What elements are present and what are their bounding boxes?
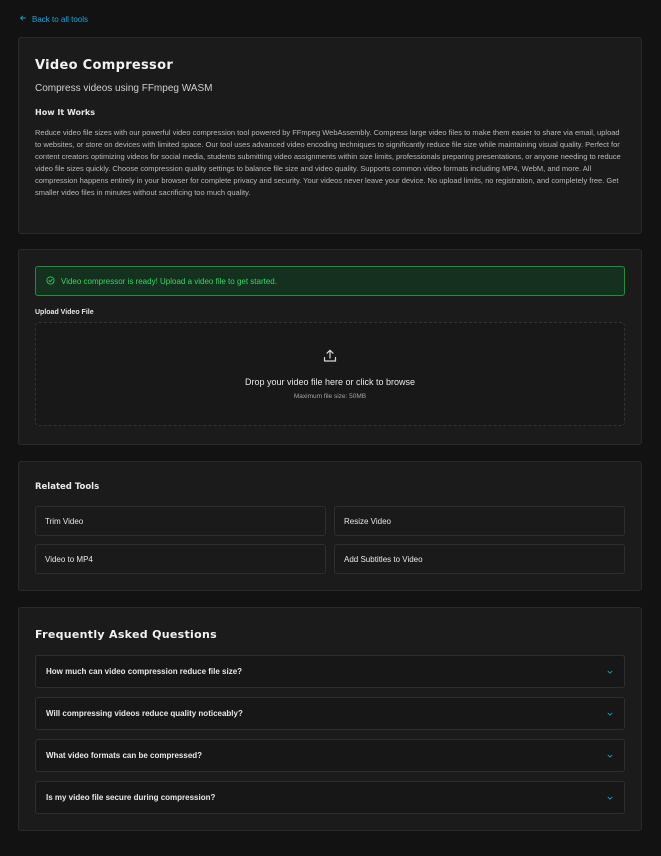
faq-item[interactable] bbox=[35, 739, 625, 772]
related-tool-trim-video[interactable]: Trim Video bbox=[35, 506, 326, 536]
upload-label: Upload Video File bbox=[35, 309, 94, 316]
faq-card bbox=[18, 607, 642, 831]
page-subtitle: Compress videos using FFmpeg WASM bbox=[35, 83, 213, 94]
chevron-down-icon bbox=[606, 789, 614, 807]
back-link-label: Back to all tools bbox=[32, 14, 89, 24]
faq-question: Will compressing videos reduce quality noticeably? bbox=[46, 709, 243, 718]
faq-heading: Frequently Asked Questions bbox=[35, 628, 217, 641]
chevron-down-icon bbox=[606, 747, 614, 765]
status-alert bbox=[35, 266, 625, 296]
status-text: Video compressor is ready! Upload a video file to get started. bbox=[61, 276, 277, 286]
tool-description: Reduce video file sizes with our powerful video compression tool powered by FFmpeg WebAssembly. Compress large video files to make them easier to share via email, upload to websites, or store on devices with limited space. Our tool uses advanced video encoding techniques to significantly reduce file size while maintaining visual quality. Perfect for content creators optimizing videos for social media, students submitting video assignments within size limits, professionals preparing presentations, or anyone needing to reduce video file sizes quickly. Choose compression quality settings to balance file size and video quality. Supports common video formats including MP4, WebM, and more. All compression happens entirely in your browser for complete privacy and security. Your videos never leave your device. No upload limits, no registration, and completely free. Get smaller video files in minutes without sacrificing too much quality. bbox=[35, 128, 621, 197]
faq-item[interactable] bbox=[35, 655, 625, 688]
check-circle-icon bbox=[46, 276, 55, 287]
faq-question: How much can video compression reduce file size? bbox=[46, 667, 243, 676]
faq-question: Is my video file secure during compression? bbox=[46, 793, 216, 802]
faq-list bbox=[35, 655, 625, 814]
chevron-down-icon bbox=[606, 663, 614, 681]
related-tools-card bbox=[18, 461, 642, 591]
intro-card bbox=[18, 37, 642, 234]
upload-icon bbox=[322, 348, 338, 377]
faq-item[interactable] bbox=[35, 697, 625, 730]
page-title: Video Compressor bbox=[35, 58, 174, 73]
dropzone-text: Drop your video file here or click to browse bbox=[244, 377, 416, 387]
chevron-down-icon bbox=[606, 705, 614, 723]
related-tools-grid bbox=[35, 506, 625, 574]
max-file-size: Maximum file size: 50MB bbox=[293, 393, 367, 400]
related-tool-add-subtitles[interactable]: Add Subtitles to Video bbox=[334, 544, 625, 574]
related-tool-resize-video[interactable]: Resize Video bbox=[334, 506, 625, 536]
faq-question: What video formats can be compressed? bbox=[46, 751, 203, 760]
arrow-left-icon bbox=[19, 14, 27, 24]
video-dropzone[interactable] bbox=[35, 322, 625, 426]
related-tools-heading: Related Tools bbox=[35, 482, 100, 492]
how-it-works-heading: How It Works bbox=[35, 108, 96, 117]
related-tool-video-to-mp4[interactable]: Video to MP4 bbox=[35, 544, 326, 574]
faq-item[interactable] bbox=[35, 781, 625, 814]
back-to-all-tools-link[interactable] bbox=[19, 14, 88, 24]
upload-card bbox=[18, 249, 642, 445]
